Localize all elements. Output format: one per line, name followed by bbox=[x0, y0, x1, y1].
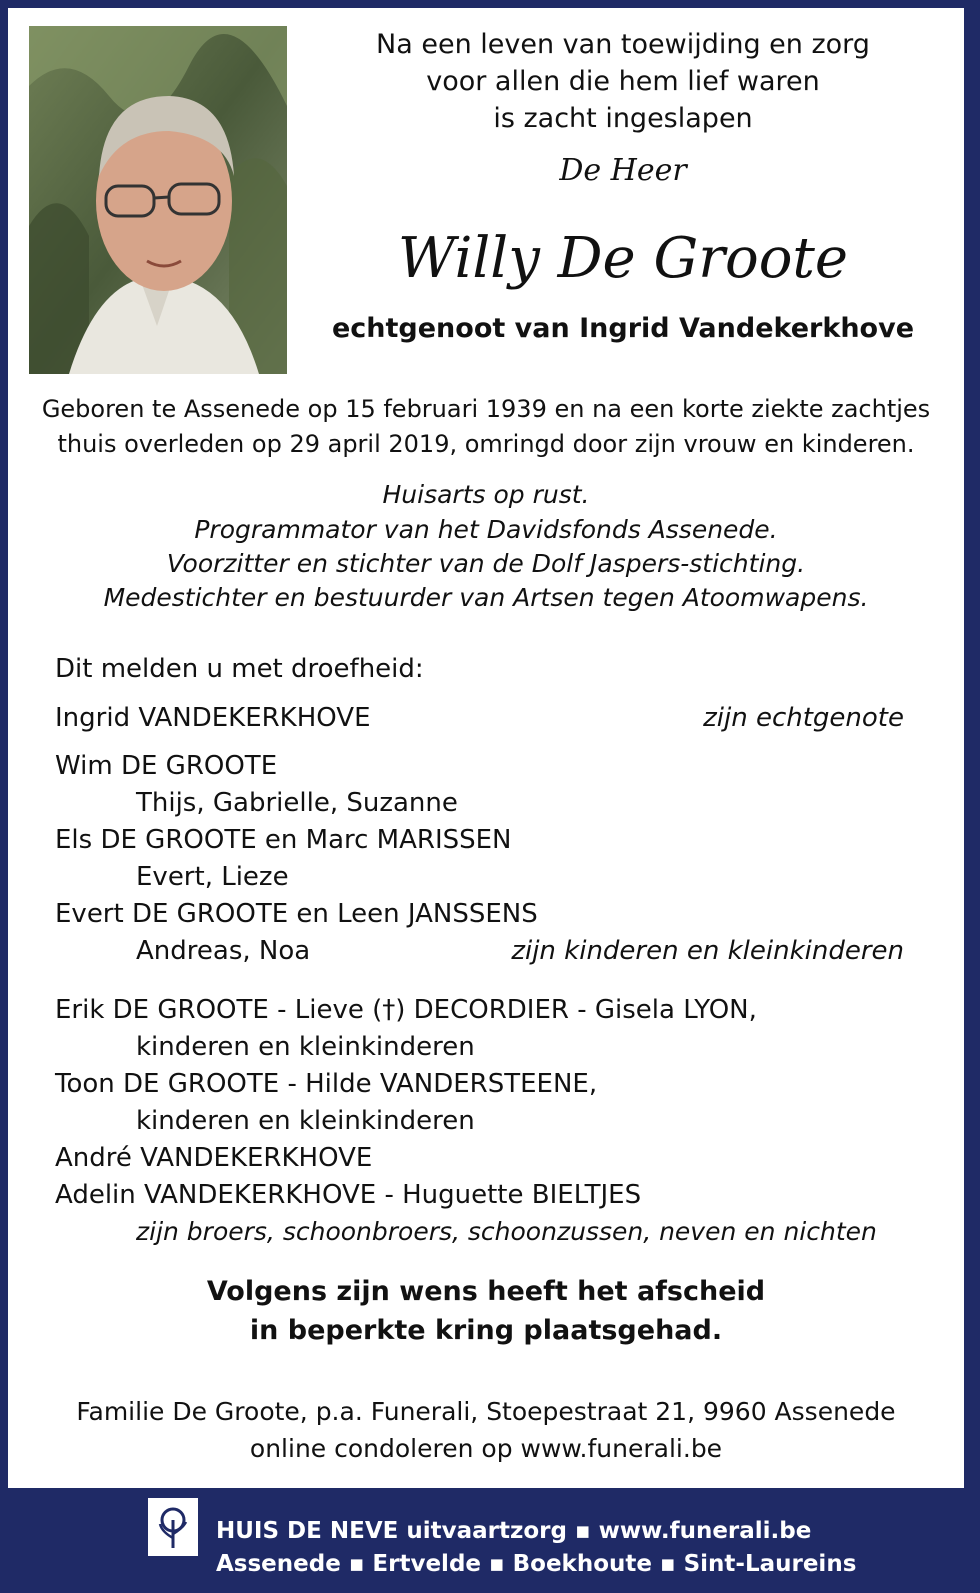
sibling-name: André VANDEKERKHOVE bbox=[55, 1143, 373, 1173]
spouse-name: Ingrid VANDEKERKHOVE bbox=[55, 703, 371, 733]
online-condolence: online condoleren op www.funerali.be bbox=[249, 1434, 723, 1463]
sibling-name: Adelin VANDEKERKHOVE - Huguette BIELTJES bbox=[55, 1180, 642, 1210]
closing-line-2: in beperkte kring plaatsgehad. bbox=[249, 1315, 723, 1346]
sibling-name: Toon DE GROOTE - Hilde VANDERSTEENE, bbox=[55, 1069, 598, 1099]
spouse-line: echtgenoot van Ingrid Vandekerkhove bbox=[331, 313, 915, 344]
death-notice-card bbox=[8, 8, 964, 1488]
role-line: Medestichter en bestuurder van Artsen tegen Atoomwapens. bbox=[103, 583, 869, 612]
honorific: De Heer bbox=[559, 153, 687, 188]
intro-line-3: is zacht ingeslapen bbox=[493, 103, 753, 134]
funeral-home-footer bbox=[0, 1488, 980, 1593]
funeral-home-name: HUIS DE NEVE uitvaartzorg ▪ www.funerali.be bbox=[216, 1518, 812, 1544]
deceased-name: Willy De Groote bbox=[397, 226, 849, 291]
child-name: Evert DE GROOTE en Leen JANSSENS bbox=[55, 899, 538, 929]
grandchildren: Andreas, Noa bbox=[136, 936, 311, 966]
sibling-sub: kinderen en kleinkinderen bbox=[136, 1106, 475, 1136]
tree-logo-icon bbox=[148, 1498, 198, 1556]
child-name: Wim DE GROOTE bbox=[55, 751, 278, 781]
family-address: Familie De Groote, p.a. Funerali, Stoepestraat 21, 9960 Assenede bbox=[76, 1397, 896, 1426]
closing-line-1: Volgens zijn wens heeft het afscheid bbox=[206, 1276, 766, 1307]
siblings-role: zijn broers, schoonbroers, schoonzussen, neven en nichten bbox=[136, 1217, 877, 1246]
bio-line-1: Geboren te Assenede op 15 februari 1939 en na een korte ziekte zachtjes bbox=[41, 395, 931, 423]
intro-line-2: voor allen die hem lief waren bbox=[426, 66, 820, 97]
role-line: Programmator van het Davidsfonds Assenede. bbox=[194, 515, 778, 544]
sibling-name: Erik DE GROOTE - Lieve (†) DECORDIER - Gisela LYON, bbox=[55, 995, 757, 1025]
sibling-sub: kinderen en kleinkinderen bbox=[136, 1032, 475, 1062]
role-line: Huisarts op rust. bbox=[382, 480, 590, 509]
family-intro: Dit melden u met droefheid: bbox=[55, 654, 424, 684]
portrait-photo bbox=[29, 26, 287, 374]
intro-line-1: Na een leven van toewijding en zorg bbox=[376, 29, 870, 60]
funeral-home-locations: Assenede ▪ Ertvelde ▪ Boekhoute ▪ Sint-Laureins bbox=[216, 1551, 857, 1577]
spouse-role: zijn echtgenote bbox=[703, 703, 904, 733]
bio-line-2: thuis overleden op 29 april 2019, omringd door zijn vrouw en kinderen. bbox=[57, 430, 915, 458]
children-role: zijn kinderen en kleinkinderen bbox=[511, 936, 904, 966]
grandchildren: Thijs, Gabrielle, Suzanne bbox=[136, 788, 458, 818]
role-line: Voorzitter en stichter van de Dolf Jaspers-stichting. bbox=[166, 549, 806, 578]
grandchildren: Evert, Lieze bbox=[136, 862, 289, 892]
child-name: Els DE GROOTE en Marc MARISSEN bbox=[55, 825, 512, 855]
